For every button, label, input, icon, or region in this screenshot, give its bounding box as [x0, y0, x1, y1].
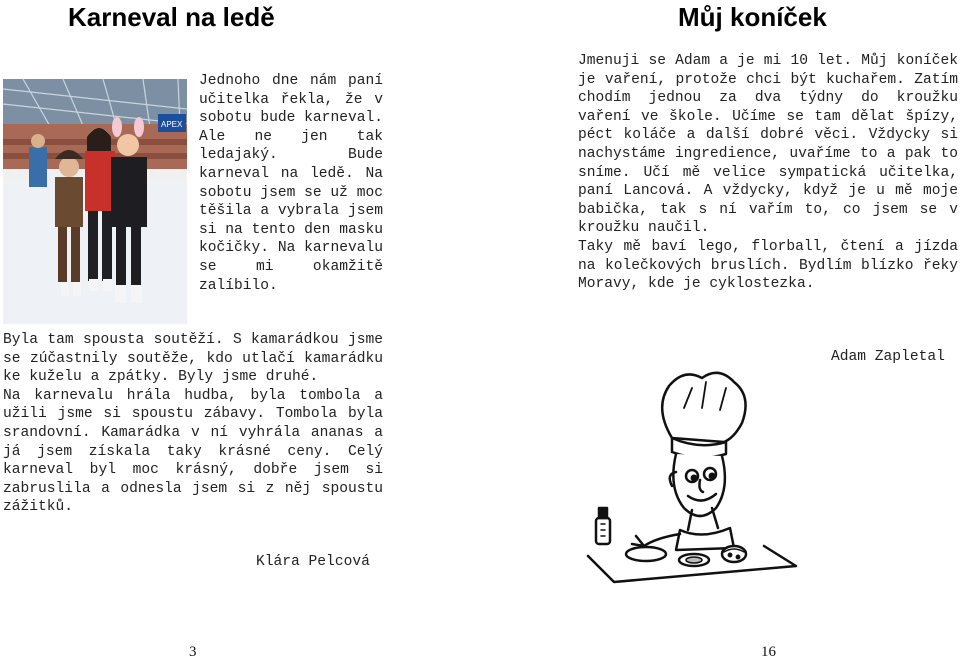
apex-sign: APEX: [161, 120, 183, 129]
intro-paragraph-block: [199, 72, 383, 295]
left-page-title: Karneval na ledě: [68, 2, 275, 32]
skating-children-photo: [3, 79, 187, 324]
left-paragraph: Byla tam spousta soutěží. S kamarádkou jsme se zúčastnily soutěže, kdo utlačí kamarádku ke kuželu a zpátky. Byly jsme druhé.: [3, 332, 383, 386]
left-paragraph: Na karnevalu hrála hudba, byla tombola a užili jsme si spoustu zábavy. Tombola byla srandovní. Kamarádka v ní vyhrála ananas a já jsem získala taky krásné ceny. Celý karneval byl moc krásný, dobře jsem si zabruslila a odnesla jsem si z něj spoustu zážitků.: [3, 387, 383, 516]
right-body-text: [578, 52, 958, 294]
left-body-text: [3, 331, 383, 517]
right-author-signature: Adam Zapletal: [831, 349, 945, 365]
right-page-number: 16: [761, 644, 776, 660]
intro-paragraph: Jednoho dne nám paní učitelka řekla, že v sobotu bude karneval. Ale ne jen tak ledajaký. Bude karneval na ledě. Na sobotu jsem se už moc těšila a vybrala jsem si na tento den masku kočičky. Na karnevalu se mi okamžitě zalíbilo.: [199, 73, 383, 294]
cartoon-chef-illustration: [584, 368, 804, 588]
right-page: [560, 0, 960, 661]
left-page: [0, 0, 400, 661]
left-author-signature: Klára Pelcová: [256, 554, 370, 570]
right-page-title: Můj koníček: [678, 2, 827, 32]
right-paragraph: Taky mě baví lego, florball, čtení a jízda na kolečkových bruslích. Bydlím blízko řeky Moravy, kde je cyklostezka.: [578, 238, 958, 293]
right-paragraph: Jmenuji se Adam a je mi 10 let. Můj koníček je vaření, protože chci být kuchařem. Zatím chodím jednou za dva týdny do kroužku vaření ve škole. Učíme se tam dělat špízy, péct koláče a další dobré věci. Vždycky si nachystáme ingredience, uvaříme to a pak to sníme. Učí mě velice sympatická učitelka, paní Lancová. A vždycky, když je u mě moje babička, tak s ní vařím to, co jsem se v kroužku naučil.: [578, 53, 958, 237]
left-page-number: 3: [189, 644, 197, 660]
